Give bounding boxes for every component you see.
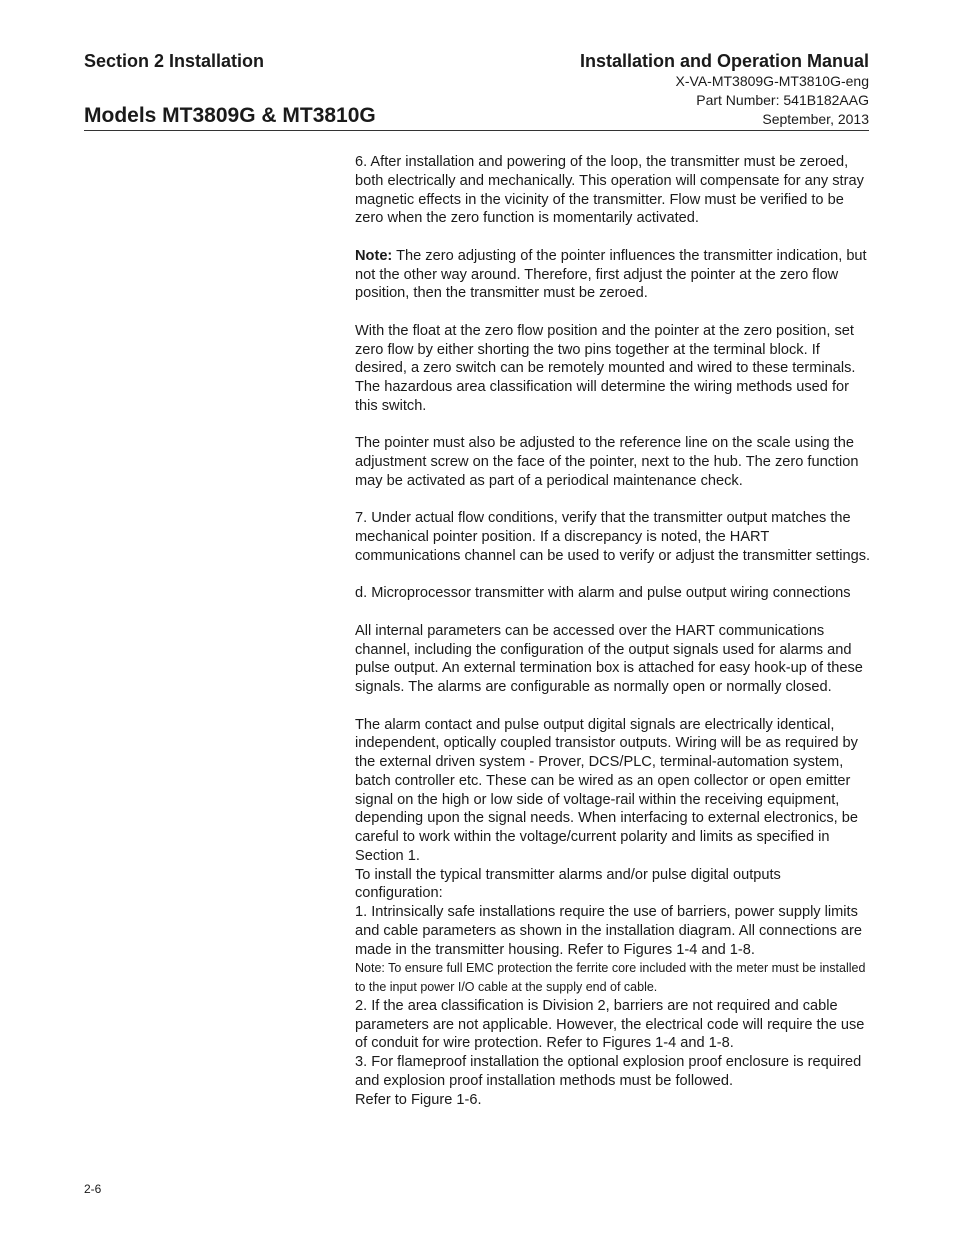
list-item-1: 1. Intrinsically safe installations require the use of barriers, power supply limits and cable parameters as shown in the installation diagram. All connections are made in the transmitter housing. Refer to Figures 1-4 and 1-8. <box>355 904 863 958</box>
part-number: Part Number: 541B182AAG <box>696 92 869 108</box>
note-paragraph <box>355 247 871 303</box>
note-text: The zero adjusting of the pointer influences the transmitter indication, but not the other way around. Therefore, first adjust the pointer at the zero flow position, then the transmitter must be zeroed. <box>355 247 867 302</box>
subsection-heading: d. Microprocessor transmitter with alarm and pulse output wiring connections <box>355 585 851 602</box>
page-number: 2-6 <box>84 1182 102 1196</box>
list-item-3: 3. For flameproof installation the optional explosion proof enclosure is required and explosion proof installation methods must be followed. <box>355 1054 862 1089</box>
models-title: Models MT3809G & MT3810G <box>84 104 376 127</box>
paragraph-step-7: 7. Under actual flow conditions, verify that the transmitter output matches the mechanical pointer position. If a discrepancy is noted, the HART communications channel can be used to verify or adjust the transmitter settings. <box>355 510 871 564</box>
manual-title: Installation and Operation Manual <box>579 51 869 71</box>
body-text <box>355 153 871 1109</box>
paragraph-pointer-adjust: The pointer must also be adjusted to the reference line on the scale using the adjustment screw on the face of the pointer, next to the hub. The zero function may be activated as part of a periodical maintenance check. <box>355 435 859 489</box>
publication-date: September, 2013 <box>762 111 869 127</box>
paragraph-zero-flow: With the float at the zero flow position and the pointer at the zero position, set zero flow by either shorting the two pins together at the terminal block. If desired, a zero switch can be remotely mounted and wired to these terminals. The hazardous area classification will determine the wiring methods used for this switch. <box>355 322 856 414</box>
paragraph-alarm-contact: The alarm contact and pulse output digital signals are electrically identical, independent, optically coupled transistor outputs. Wiring will be as required by the external driven system - Prover, DCS/PLC, terminal-automation system, batch controller etc. These can be wired as an open collector or open emitter signal on the high or low side of voltage-rail within the receiving equipment, depending upon the signal needs. When interfacing to external electronics, be careful to work within the voltage/current polarity and limits as specified in Section 1. <box>355 716 859 864</box>
paragraph-install-intro: To install the typical transmitter alarms and/or pulse digital outputs configuration: <box>355 866 781 902</box>
header-divider <box>84 130 869 131</box>
paragraph-step-6: 6. After installation and powering of the loop, the transmitter must be zeroed, both electrically and mechanically. This operation will compensate for any stray magnetic effects in the vicinity of the transmitter. Flow must be verified to be zero when the zero function is momentarily activated. <box>355 154 864 227</box>
document-info <box>449 50 869 129</box>
figure-reference: Refer to Figure 1-6. <box>355 1091 482 1108</box>
section-title: Section 2 Installation <box>84 51 265 71</box>
list-item-2: 2. If the area classification is Division 2, barriers are not required and cable parameters are not applicable. However, the electrical code will require the use of conduit for wire protection. Refer to Figures 1-4 and 1-8. <box>355 997 865 1052</box>
note-label: Note: <box>355 247 393 264</box>
paragraph-internal-parameters: All internal parameters can be accessed over the HART communications channel, including the configuration of the output signals used for alarms and pulse output. An external termination box is attached for easy hook-up of these signals. The alarms are configurable as normally open or normally closed. <box>355 622 863 695</box>
emc-note: Note: To ensure full EMC protection the ferrite core included with the meter must be installed to the input power I/O cable at the supply end of cable. <box>355 961 866 994</box>
document-id: X-VA-MT3809G-MT3810G-eng <box>675 73 869 89</box>
